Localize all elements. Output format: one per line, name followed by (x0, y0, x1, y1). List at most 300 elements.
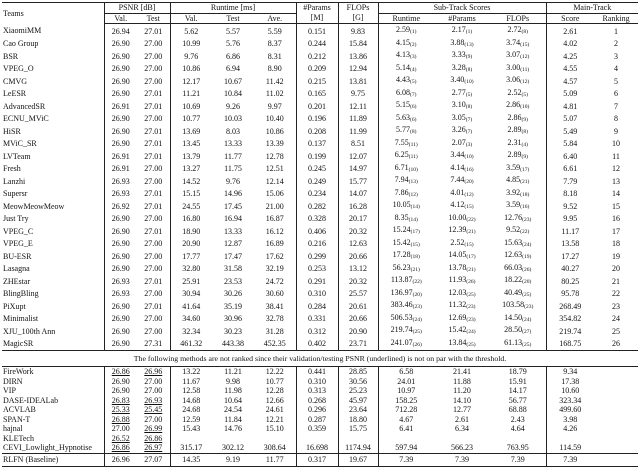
subtrack-params-score: $13.78_{(21)}$ (448, 262, 476, 273)
table-row (2, 50, 638, 63)
psnr-val: 26.83 (104, 396, 137, 406)
runtime-test: 14.96 (224, 189, 242, 198)
team-name: Cao Group (3, 39, 39, 48)
params-value: 0.253 (296, 263, 338, 276)
runtime-val: 461.32 (170, 338, 212, 351)
subtrack-runtime-score: $5.77_{(8)}$ (378, 125, 434, 138)
psnr-test: 25.45 (144, 405, 163, 414)
runtime-ave: 16.89 (265, 239, 284, 248)
subtrack-flops-score: $4.85_{(21)}$ (506, 175, 530, 185)
maintrack-score: 9.34 (546, 367, 594, 377)
team-name: MeowMeowMeow (3, 201, 65, 211)
maintrack-score: 9.52 (546, 200, 594, 213)
psnr-val: 26.90 (104, 263, 137, 276)
table-row (2, 188, 638, 201)
maintrack-score: 95.78 (546, 288, 594, 301)
runtime-val: 13.45 (170, 138, 212, 151)
subtrack-runtime-score: 6.58 (378, 367, 434, 377)
team-name: Just Try (3, 214, 29, 223)
maintrack-ranking: 6 (614, 89, 619, 98)
runtime-val: 12.17 (170, 75, 212, 88)
psnr-test: 27.00 (144, 214, 163, 223)
subtrack-params-score: $2.52_{(15)}$ (450, 237, 474, 248)
table-row (2, 250, 638, 263)
params-value: 0.402 (296, 338, 338, 351)
params-value: 0.212 (296, 50, 338, 63)
team-name: RLFN (Baseline) (2, 453, 104, 466)
maintrack-score: 8.18 (546, 188, 594, 201)
flops-value: 11.99 (338, 125, 378, 138)
maintrack-score: 5.49 (546, 125, 594, 138)
runtime-val: 24.55 (170, 200, 212, 213)
subtrack-runtime-score: $8.35_{(14)}$ (378, 213, 434, 226)
runtime-val: 315.17 (170, 443, 212, 453)
runtime-ave: 11.02 (265, 89, 284, 98)
runtime-val: 10.77 (170, 113, 212, 126)
maintrack-score: 4.57 (546, 75, 594, 88)
flops-value: 20.17 (338, 213, 378, 226)
subtrack-runtime-score: 597.94 (378, 443, 434, 453)
subtrack-flops-score: $3.59_{(16)}$ (506, 200, 530, 210)
table-row-unranked (2, 443, 638, 453)
psnr-val: 26.90 (104, 125, 137, 138)
runtime-ave: 452.35 (263, 339, 286, 348)
team-name: BU-ESR (3, 251, 32, 261)
psnr-val: 26.90 (104, 338, 137, 351)
maintrack-ranking: 12 (612, 164, 621, 173)
subtrack-params-score: 566.23 (451, 443, 474, 452)
runtime-ave: 12.28 (265, 386, 284, 395)
team-name: Fresh (3, 164, 21, 173)
runtime-ave (254, 434, 296, 444)
flops-value: 28.85 (338, 367, 378, 377)
team-name: AdvancedSR (3, 101, 46, 111)
maintrack-ranking: 15 (612, 201, 621, 211)
params-value: 0.328 (296, 213, 338, 226)
psnr-val: 26.90 (104, 138, 137, 151)
psnr-test: 27.01 (144, 301, 163, 311)
table-row (2, 138, 638, 151)
subtrack-params-header: #Params (434, 13, 490, 24)
team-name: hajnal (3, 424, 23, 433)
psnr-val: 26.92 (104, 200, 137, 213)
params-value: 0.312 (296, 325, 338, 338)
team-name: Minimalist (3, 314, 39, 323)
psnr-val: 26.90 (104, 50, 137, 63)
runtime-test: 31.58 (224, 264, 242, 273)
psnr-val: 26.86 (104, 443, 137, 453)
ranked-rows (2, 24, 638, 351)
maintrack-ranking (594, 405, 638, 415)
table-row-unranked (2, 405, 638, 415)
team-name: LeESR (3, 89, 27, 98)
runtime-val: 30.94 (170, 288, 212, 301)
psnr-val: 26.52 (104, 434, 137, 444)
table-row-unranked (2, 424, 638, 434)
flops-group-header: FLOPs (338, 3, 378, 14)
psnr-test: 26.86 (144, 433, 163, 443)
subtrack-params-score: $11.93_{(26)}$ (448, 275, 476, 285)
runtime-val: 13.79 (170, 150, 212, 163)
psnr-val: 26.88 (104, 415, 137, 425)
maintrack-ranking: 7 (614, 101, 619, 111)
subtrack-runtime-score: $383.46_{(23)}$ (378, 300, 434, 313)
team-name: CEVI_Lowlight_Hypnotise (3, 443, 92, 452)
subtrack-flops-score: $3.06_{(12)}$ (506, 75, 530, 85)
subtrack-params-score: $3.10_{(8)}$ (451, 100, 473, 110)
psnr-test: 27.00 (144, 314, 163, 323)
maintrack-score: 7.79 (546, 175, 594, 188)
team-name: LVTeam (3, 151, 31, 161)
table-row (2, 63, 638, 76)
subtrack-flops-score: 68.88 (508, 405, 527, 414)
runtime-test: 5.76 (226, 39, 240, 48)
maintrack-ranking (594, 443, 638, 453)
subtrack-flops-score: 2.43 (510, 414, 525, 424)
subtrack-params-score: $4.12_{(15)}$ (450, 200, 474, 210)
subtrack-flops-score: $2.31_{(4)}$ (507, 137, 528, 148)
maintrack-score: 5.07 (546, 113, 594, 126)
maintrack-ranking (594, 396, 638, 406)
subtrack-runtime-score: $241.07_{(26)}$ (378, 338, 434, 351)
maintrack-score: 80.25 (546, 275, 594, 288)
params-value: 0.137 (296, 138, 338, 151)
psnr-test: 27.01 (144, 101, 163, 111)
subtrack-params-score: $3.28_{(8)}$ (451, 62, 473, 73)
runtime-ave: 10.86 (265, 126, 284, 136)
params-value: 0.249 (296, 175, 338, 188)
maintrack-score: 219.74 (546, 325, 594, 338)
subtrack-runtime-score: $6.25_{(11)}$ (378, 150, 434, 163)
runtime-ave: 15.06 (265, 189, 284, 198)
maintrack-ranking: 21 (612, 276, 621, 286)
team-name: ZHEstar (3, 276, 31, 286)
runtime-ave: 12.22 (265, 367, 284, 376)
params-value: 0.199 (296, 150, 338, 163)
runtime-val: 41.64 (170, 300, 212, 313)
runtime-val: 32.34 (170, 325, 212, 338)
psnr-val: 26.90 (104, 386, 137, 396)
runtime-ave: 16.87 (265, 214, 284, 223)
table-row (2, 325, 638, 338)
runtime-test: 10.64 (224, 395, 242, 405)
subtrack-flops-score: $2.72_{(8)}$ (507, 25, 528, 35)
maintrack-ranking: 9 (614, 126, 619, 136)
subtrack-flops-score: $18.22_{(20)}$ (504, 275, 532, 285)
runtime-ave: 5.59 (267, 26, 282, 36)
subtrack-group-header: Sub-Track Scores (378, 3, 546, 14)
subtrack-flops-score: $2.86_{(10)}$ (506, 100, 530, 110)
runtime-val: 14.35 (170, 453, 212, 466)
psnr-test: 26.96 (144, 367, 163, 376)
runtime-test: 17.45 (224, 201, 242, 211)
subtrack-params-score: 7.39 (434, 453, 490, 466)
psnr-test: 27.00 (144, 39, 163, 48)
subtrack-params-score: $3.44_{(10)}$ (450, 150, 474, 160)
subtrack-flops-score: $2.89_{(9)}$ (507, 150, 528, 160)
subtrack-flops-score: $15.63_{(24)}$ (504, 237, 532, 248)
runtime-ave: 24.72 (265, 276, 284, 286)
psnr-val: 26.90 (104, 250, 137, 263)
runtime-test: 10.03 (224, 114, 242, 123)
runtime-val: 9.76 (170, 50, 212, 63)
flops-value: 15.75 (338, 424, 378, 434)
params-value: 0.299 (296, 250, 338, 263)
flops-value: 14.97 (338, 163, 378, 176)
params-value: 0.208 (296, 125, 338, 138)
subtrack-runtime-score: $7.55_{(11)}$ (378, 138, 434, 151)
flops-value: 23.71 (338, 338, 378, 351)
maintrack-score: 5.84 (546, 138, 594, 151)
subtrack-flops-score: $2.86_{(9)}$ (507, 112, 528, 123)
runtime-val: 13.22 (170, 367, 212, 377)
runtime-val: 14.52 (170, 175, 212, 188)
runtime-test: 9.76 (226, 176, 240, 186)
psnr-val: 26.90 (104, 325, 137, 338)
maintrack-score: 4.55 (546, 63, 594, 76)
subtrack-runtime-score: $15.24_{(17)}$ (378, 225, 434, 238)
psnr-test: 27.01 (144, 126, 163, 136)
subtrack-flops-score: $3.07_{(12)}$ (506, 50, 530, 60)
runtime-ave: 30.60 (265, 289, 284, 298)
params-value: 0.313 (296, 386, 338, 396)
subtrack-runtime-score: $5.15_{(6)}$ (378, 100, 434, 113)
flops-value: 12.11 (338, 100, 378, 113)
subtrack-flops-score: $3.00_{(11)}$ (506, 62, 530, 73)
runtime-test: 13.33 (224, 226, 242, 236)
psnr-val: 26.90 (104, 113, 137, 126)
runtime-test: 11.98 (224, 386, 242, 395)
team-name: VIP (3, 386, 16, 395)
subtrack-params-score: $3.88_{(13)}$ (450, 37, 474, 48)
params-value: 0.209 (296, 63, 338, 76)
psnr-val: 26.90 (104, 63, 137, 76)
psnr-val: 25.33 (104, 405, 137, 415)
subtrack-runtime-score: 24.01 (378, 377, 434, 387)
table-row (2, 300, 638, 313)
runtime-val: 34.60 (170, 313, 212, 326)
subtrack-flops-score: 4.64 (510, 424, 525, 433)
subtrack-runtime-score: $6.08_{(7)}$ (378, 88, 434, 101)
subtrack-runtime-score: $5.63_{(6)}$ (378, 113, 434, 126)
subtrack-params-score: $2.17_{(1)}$ (451, 25, 473, 35)
params-value: 0.282 (296, 200, 338, 213)
maintrack-score: 4.02 (546, 38, 594, 51)
subtrack-params-score: $7.44_{(20)}$ (450, 175, 474, 185)
psnr-val: 26.96 (104, 453, 137, 466)
runtime-ave: 8.37 (267, 39, 282, 48)
runtime-test: 10.67 (224, 76, 242, 86)
table-row-unranked (2, 415, 638, 425)
flops-value: 25.57 (338, 288, 378, 301)
maintrack-score: 7.39 (546, 453, 594, 466)
psnr-test: 27.00 (144, 414, 163, 424)
table-row (2, 163, 638, 176)
params-value: 0.296 (296, 405, 338, 415)
psnr-test: 27.00 (144, 64, 163, 73)
maintrack-ranking (594, 453, 638, 466)
psnr-val-header: Val. (104, 13, 137, 24)
runtime-ave: 8.31 (267, 51, 282, 61)
flops-value: 8.51 (338, 138, 378, 151)
subtrack-flops-score: 7.39 (490, 453, 546, 466)
psnr-val: 26.90 (104, 300, 137, 313)
runtime-test: 35.19 (224, 301, 242, 311)
team-name: Lasagna (3, 264, 30, 273)
psnr-test: 27.00 (144, 51, 163, 61)
maintrack-ranking (594, 367, 638, 377)
teams-header: Teams (2, 3, 104, 24)
subtrack-params-score: $15.42_{(24)}$ (448, 325, 476, 335)
psnr-test: 27.31 (144, 339, 163, 348)
params-value: 0.284 (296, 300, 338, 313)
subtrack-params-score: $4.14_{(16)}$ (450, 162, 474, 173)
psnr-val: 26.90 (104, 88, 137, 101)
flops-value: 9.83 (338, 24, 378, 38)
params-value: 0.244 (296, 38, 338, 51)
flops-value: 12.94 (338, 63, 378, 76)
subtrack-flops-score: $2.52_{(5)}$ (507, 87, 528, 98)
subtrack-params-score: 21.41 (453, 367, 472, 376)
subtrack-flops-score: $61.13_{(25)}$ (504, 337, 532, 348)
runtime-ave: 15.10 (265, 424, 284, 433)
maintrack-score: 268.49 (546, 300, 594, 313)
psnr-test: 27.07 (137, 453, 170, 466)
subtrack-params-score: 14.10 (453, 395, 472, 405)
runtime-ave: 12.51 (265, 164, 284, 173)
table-row (2, 100, 638, 113)
psnr-val: 26.93 (104, 175, 137, 188)
flops-value: 13.81 (338, 75, 378, 88)
subtrack-params-score: $12.69_{(23)}$ (448, 312, 476, 323)
maintrack-score: 6.61 (546, 163, 594, 176)
psnr-val: 26.91 (104, 150, 137, 163)
table-row (2, 150, 638, 163)
params-value: 0.359 (296, 424, 338, 434)
runtime-test: 23.53 (224, 276, 242, 286)
psnr-test: 27.00 (144, 326, 163, 336)
psnr-test: 27.01 (144, 139, 163, 148)
psnr-test: 27.00 (144, 164, 163, 173)
subtrack-params-score: 11.88 (453, 376, 471, 386)
subtrack-runtime-score: $5.14_{(4)}$ (378, 63, 434, 76)
team-name: MViC_SR (3, 139, 37, 148)
psnr-test: 27.00 (144, 114, 163, 123)
flops-value: 15.77 (338, 175, 378, 188)
psnr-val: 26.94 (104, 24, 137, 38)
maintrack-group-header: Main-Track (546, 3, 638, 14)
runtime-val: 13.69 (170, 125, 212, 138)
subtrack-params-score: 11.20 (453, 386, 471, 395)
subtrack-runtime-score (378, 434, 434, 444)
runtime-ave: 9.97 (267, 101, 282, 111)
team-name: PiXupt (3, 301, 26, 311)
params-value: 0.234 (296, 188, 338, 201)
team-name: VPEG_C (3, 226, 34, 236)
runtime-ave: 16.12 (265, 226, 284, 236)
flops-value: 11.89 (338, 113, 378, 126)
flops-value: 23.64 (338, 405, 378, 415)
baseline-section (2, 453, 638, 466)
subtrack-flops-score: 14.17 (508, 386, 527, 395)
params-value: 0.196 (296, 113, 338, 126)
params-value: 16.698 (296, 443, 338, 453)
runtime-ave: 11.77 (254, 453, 296, 466)
table-row (2, 125, 638, 138)
runtime-val: 18.90 (170, 225, 212, 238)
subtrack-params-score: $10.00_{(22)}$ (448, 212, 476, 223)
psnr-val: 26.90 (104, 225, 137, 238)
team-name: CMVG (3, 76, 28, 86)
psnr-test: 27.01 (144, 26, 163, 36)
runtime-test: 9.26 (226, 101, 240, 111)
subtrack-params-score: $2.77_{(5)}$ (451, 87, 473, 98)
maintrack-ranking: 24 (612, 314, 621, 323)
runtime-test: 11.21 (224, 367, 242, 376)
maintrack-score: 40.27 (546, 263, 594, 276)
psnr-test: 27.00 (144, 239, 163, 248)
psnr-val: 26.91 (104, 100, 137, 113)
maintrack-score: 2.61 (546, 24, 594, 38)
subtrack-runtime-score: $17.28_{(18)}$ (378, 250, 434, 263)
psnr-val: 27.00 (104, 424, 137, 434)
maintrack-score: 499.60 (546, 405, 594, 415)
params-value: 0.310 (296, 377, 338, 387)
flops-value: 45.97 (338, 396, 378, 406)
maintrack-ranking: 16 (612, 214, 621, 223)
runtime-ave: 13.39 (265, 139, 284, 148)
flops-value: 12.63 (338, 238, 378, 251)
subtrack-flops-score: $66.03_{(26)}$ (504, 262, 532, 273)
flops-value: 13.12 (338, 263, 378, 276)
table-row (2, 313, 638, 326)
table-row (2, 288, 638, 301)
team-name: DIRN (3, 376, 23, 386)
psnr-test: 27.01 (144, 151, 163, 161)
subtrack-runtime-score: $4.43_{(5)}$ (378, 75, 434, 88)
psnr-test: 27.01 (144, 201, 163, 211)
runtime-val: 16.80 (170, 213, 212, 226)
maintrack-ranking: 4 (614, 64, 619, 73)
runtime-test: 5.57 (226, 26, 240, 36)
maintrack-ranking: 2 (614, 39, 619, 48)
params-value: 0.215 (296, 75, 338, 88)
flops-value: 20.32 (338, 275, 378, 288)
flops-value: 16.28 (338, 200, 378, 213)
maintrack-score: 5.09 (546, 88, 594, 101)
unranked-rows (2, 367, 638, 454)
runtime-test: 6.86 (226, 51, 240, 61)
unranked-note: The following methods are not ranked since their validation/testing PSNR (underlined) is not on par with the threshold. (2, 351, 638, 367)
runtime-val: 15.43 (170, 424, 212, 434)
team-name: Lanzhi (3, 176, 26, 186)
flops-value: 19.67 (338, 453, 378, 466)
maintrack-score: 6.40 (546, 150, 594, 163)
subtrack-flops-score: $3.92_{(18)}$ (506, 187, 530, 198)
runtime-test (212, 434, 254, 444)
params-value: 0.245 (296, 163, 338, 176)
subtrack-runtime-score: $113.87_{(22)}$ (378, 275, 434, 288)
psnr-val: 26.86 (104, 367, 137, 377)
maintrack-score: 168.75 (546, 338, 594, 351)
subtrack-runtime-score: 712.28 (378, 405, 434, 415)
runtime-test: 12.87 (224, 239, 242, 248)
flops-value: 30.56 (338, 377, 378, 387)
runtime-ave: 31.28 (265, 326, 284, 336)
table-row (2, 113, 638, 126)
subtrack-params-score: $12.39_{(21)}$ (448, 225, 476, 235)
flops-value: 20.61 (338, 300, 378, 313)
